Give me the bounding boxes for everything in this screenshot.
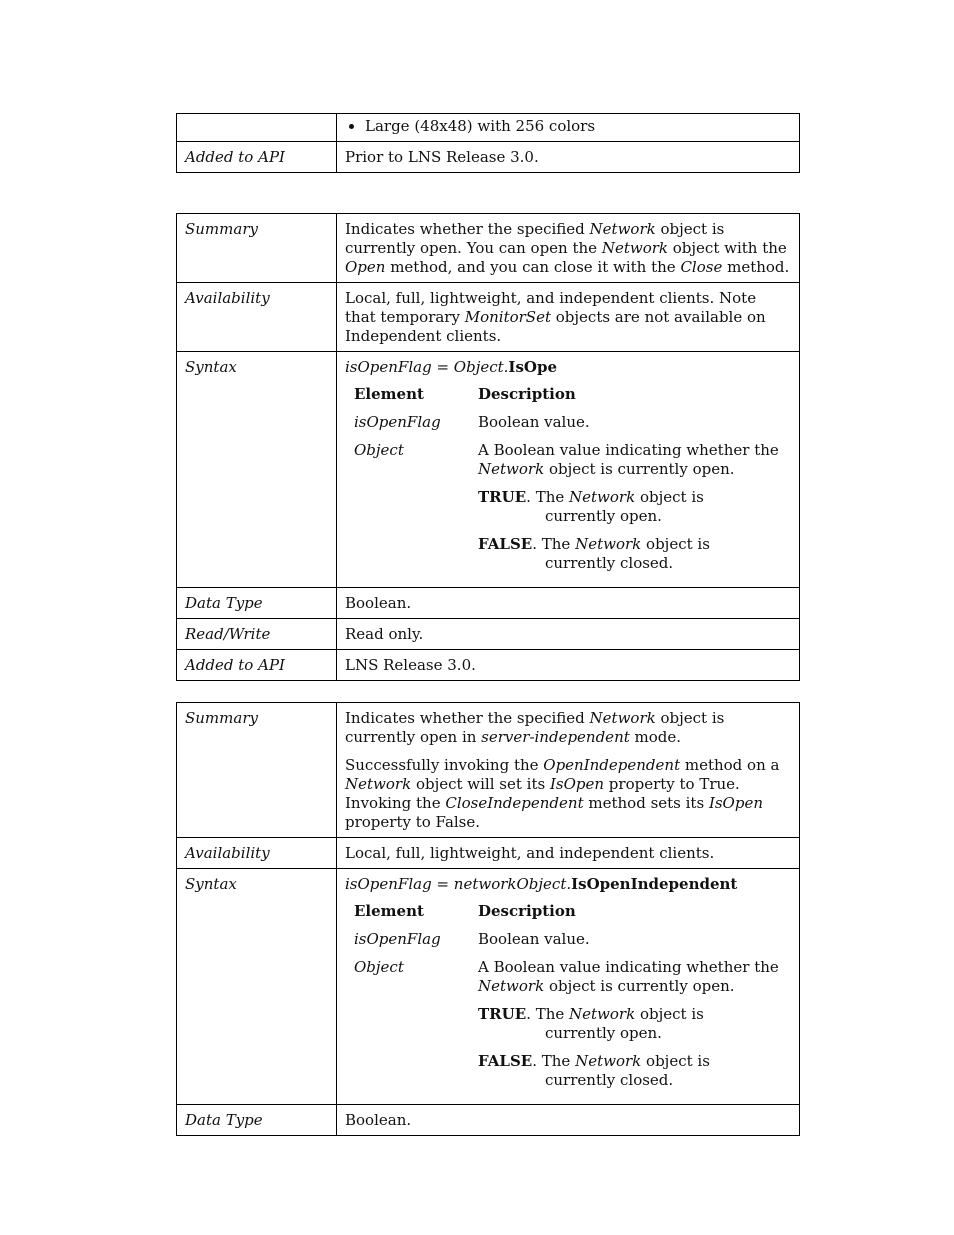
syntax-cell — [337, 352, 800, 588]
added-value: Prior to LNS Release 3.0. — [337, 142, 800, 173]
syntax-line: isOpenFlag = networkObject.IsOpenIndependent — [345, 875, 738, 893]
summary-label: Summary — [177, 214, 337, 283]
table-row — [177, 283, 800, 352]
false-value-note: FALSE. The Network object is currently closed. — [478, 535, 710, 572]
bullet-item: • Large (48x48) with 256 colors — [365, 117, 791, 136]
datatype-label: Data Type — [177, 1105, 337, 1136]
table-row — [177, 352, 800, 588]
bullet-list — [345, 117, 791, 136]
table-row — [177, 1105, 800, 1136]
element-header-row — [345, 902, 791, 930]
element-description: Boolean value. — [478, 930, 590, 948]
table-row — [177, 619, 800, 650]
table-row — [177, 214, 800, 283]
added-label: Added to API — [177, 142, 337, 173]
table-row — [177, 869, 800, 1105]
table-row — [177, 703, 800, 838]
readwrite-label: Read/Write — [177, 619, 337, 650]
element-row — [345, 441, 791, 582]
element-description: Boolean value. — [478, 413, 590, 431]
true-value-note: TRUE. The Network object is currently open. — [478, 1005, 704, 1042]
table-row — [177, 142, 800, 173]
availability-text: Local, full, lightweight, and independent clients. Note that temporary MonitorSet objects are not available on Independent clients. — [337, 283, 800, 352]
table-continued — [176, 113, 800, 173]
value-cell — [337, 114, 800, 142]
element-description: A Boolean value indicating whether the Network object is currently open. TRUE. The Network object is currently open. FALSE. The Network object is currently closed. — [469, 958, 791, 1099]
table-row — [177, 114, 800, 142]
description-header: Description — [478, 385, 576, 403]
syntax-label: Syntax — [177, 869, 337, 1105]
readwrite-value: Read only. — [337, 619, 800, 650]
element-row — [345, 930, 791, 958]
element-name: Object — [354, 441, 404, 459]
availability-text: Local, full, lightweight, and independent clients. — [337, 838, 800, 869]
element-name: Object — [354, 958, 404, 976]
element-header-row — [345, 385, 791, 413]
element-name: isOpenFlag — [354, 930, 441, 948]
summary-text — [337, 703, 800, 838]
false-value-note: FALSE. The Network object is currently closed. — [478, 1052, 710, 1089]
summary-paragraph: Indicates whether the specified Network object is currently open in server-independent mode. — [345, 709, 725, 746]
datatype-value: Boolean. — [337, 588, 800, 619]
syntax-label: Syntax — [177, 352, 337, 588]
summary-text: Indicates whether the specified Network object is currently open. You can open the Network object with the Open method, and you can close it with the Close method. — [337, 214, 800, 283]
isopenindependent-property-table — [176, 702, 800, 1136]
added-label: Added to API — [177, 650, 337, 681]
availability-label: Availability — [177, 838, 337, 869]
true-value-note: TRUE. The Network object is currently open. — [478, 488, 704, 525]
element-name: isOpenFlag — [354, 413, 441, 431]
syntax-line: isOpenFlag = Object.IsOpe — [345, 358, 557, 376]
summary-label: Summary — [177, 703, 337, 838]
empty-label-cell — [177, 114, 337, 142]
element-table — [345, 902, 791, 1099]
datatype-label: Data Type — [177, 588, 337, 619]
element-description: A Boolean value indicating whether the Network object is currently open. TRUE. The Network object is currently open. FALSE. The Network object is currently closed. — [469, 441, 791, 582]
table-row — [177, 838, 800, 869]
added-value: LNS Release 3.0. — [337, 650, 800, 681]
availability-label: Availability — [177, 283, 337, 352]
element-header: Element — [354, 385, 424, 403]
summary-paragraph: Successfully invoking the OpenIndependent method on a Network object will set its IsOpen property to True. Invoking the CloseIndependent method sets its IsOpen property to False. — [345, 756, 780, 831]
table-row — [177, 588, 800, 619]
element-table — [345, 385, 791, 582]
element-row — [345, 958, 791, 1099]
element-row — [345, 413, 791, 441]
description-header: Description — [478, 902, 576, 920]
table-row — [177, 650, 800, 681]
syntax-cell — [337, 869, 800, 1105]
datatype-value: Boolean. — [337, 1105, 800, 1136]
isopen-property-table — [176, 213, 800, 681]
element-header: Element — [354, 902, 424, 920]
